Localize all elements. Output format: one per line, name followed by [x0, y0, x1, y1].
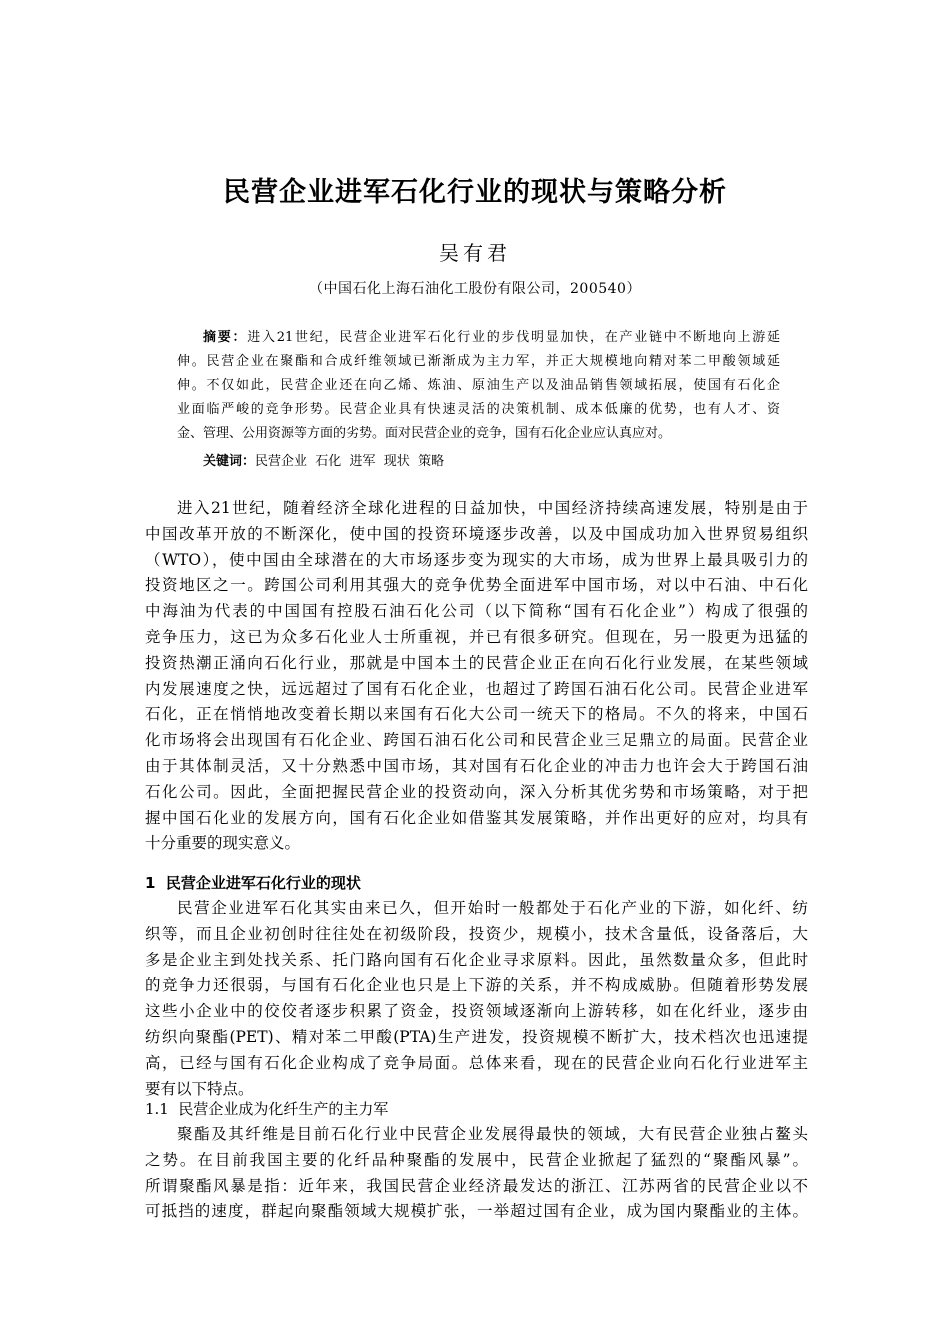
keywords-line — [203, 450, 444, 474]
author-affiliation: （中国石化上海石油化工股份有限公司，200540） — [309, 281, 641, 297]
abstract-line: 业面临严峻的竞争形势。民营企业具有快速灵活的决策机制、成本低廉的优势，也有人才、资 — [177, 402, 780, 417]
keywords-text: 民营企业 石化 进军 现状 策略 — [255, 454, 445, 469]
section1-paragraph — [145, 896, 808, 1102]
intro-line: 竞争压力，这已为众多石化业人士所重视，并已有很多研究。但现在，另一股更为迅猛的 — [145, 627, 808, 646]
intro-line: 石化公司。因此，全面把握民营企业的投资动向，深入分析其优劣势和市场策略，对于把 — [145, 782, 808, 801]
author-name: 吴有君 — [439, 241, 511, 265]
abstract-line: 伸。民营企业在聚酯和合成纤维领域已渐渐成为主力军，并正大规模地向精对苯二甲酸领域延 — [177, 354, 780, 369]
intro-line: 化市场将会出现国有石化企业、跨国石油石化公司和民营企业三足鼎立的局面。民营企业 — [145, 731, 808, 750]
intro-line: 由于其体制灵活，又十分熟悉中国市场，其对国有石化企业的冲击力也许会大于跨国石油 — [145, 756, 808, 775]
abstract-block — [177, 326, 780, 446]
keywords-label: 关键词： — [203, 454, 256, 469]
subsection-line: 聚酯及其纤维是目前石化行业中民营企业发展得最快的领域，大有民营企业独占鳌头 — [177, 1125, 808, 1143]
paper-title: 民营企业进军石化行业的现状与策略分析 — [223, 177, 727, 208]
abstract-line: 金、管理、公用资源等方面的劣势。面对民营企业的竞争，国有石化企业应认真应对。 — [177, 426, 672, 441]
intro-line: 投资地区之一。跨国公司利用其强大的竞争优势全面进军中国市场，对以中石油、中石化 — [145, 576, 808, 595]
intro-line: 十分重要的现实意义。 — [145, 834, 301, 853]
intro-line: 内发展速度之快，远远超过了国有石化企业，也超过了跨国石油石化公司。民营企业进军 — [145, 679, 808, 698]
abstract-label: 摘要： — [203, 330, 248, 345]
section1-line: 多是企业主到处找关系、托门路向国有石化企业寻求原料。因此，虽然数量众多，但此时 — [145, 950, 808, 969]
section-heading: 1 民营企业进军石化行业的现状 — [145, 874, 361, 892]
abstract-line: 摘要：进入21世纪，民营企业进军石化行业的步伐明显加快，在产业链中不断地向上游延 — [203, 330, 780, 345]
section1-line: 的竞争力还很弱，与国有石化企业也只是上下游的关系，并不构成威胁。但随着形势发展 — [145, 976, 808, 995]
subsection-heading: 1.1 民营企业成为化纤生产的主力军 — [145, 1100, 389, 1118]
intro-line: 握中国石化业的发展方向，国有石化企业如借鉴其发展策略，并作出更好的应对，均具有 — [145, 808, 808, 827]
intro-line: 投资热潮正涌向石化行业，那就是中国本土的民营企业正在向石化行业发展，在某些领域 — [145, 653, 808, 672]
intro-paragraph — [145, 496, 808, 857]
section1-line: 织等，而且企业初创时往往处在初级阶段，投资少，规模小，技术含量低，设备落后，大 — [145, 924, 808, 943]
section1-line: 这些小企业中的佼佼者逐步积累了资金，投资领域逐渐向上游转移，如在化纤业，逐步由 — [145, 1002, 808, 1021]
subsection-line: 之势。在目前我国主要的化纤品种聚酯的发展中，民营企业掀起了猛烈的“聚酯风暴”。 — [145, 1150, 808, 1169]
intro-line: 中国改革开放的不断深化，使中国的投资环境逐步改善，以及中国成功加入世界贸易组织 — [145, 524, 808, 543]
intro-line: 中海油为代表的中国国有控股石油石化公司（以下简称“国有石化企业”）构成了很强的 — [145, 602, 808, 621]
abstract-line: 伸。不仅如此，民营企业还在向乙烯、炼油、原油生产以及油品销售领域拓展，使国有石化企 — [177, 378, 780, 393]
section1-line: 民营企业进军石化其实由来已久，但开始时一般都处于石化产业的下游，如化纤、纺 — [177, 899, 808, 917]
section1-line: 纺织向聚酯(PET)、精对苯二甲酸(PTA)生产进发，投资规模不断扩大，技术档次也迅速提 — [145, 1027, 808, 1046]
section1-line: 要有以下特点。 — [145, 1079, 254, 1098]
section1-line: 高，已经与国有石化企业构成了竞争局面。总体来看，现在的民营企业向石化行业进军主 — [145, 1053, 808, 1072]
subsection-line: 所谓聚酯风暴是指：近年来，我国民营企业经济最发达的浙江、江苏两省的民营企业以不 — [145, 1176, 808, 1195]
subsection-paragraph — [145, 1122, 808, 1225]
intro-line: （WTO），使中国由全球潜在的大市场逐步变为现实的大市场，成为世界上最具吸引力的 — [145, 550, 808, 569]
intro-line: 石化，正在悄悄地改变着长期以来国有石化大公司一统天下的格局。不久的将来，中国石 — [145, 705, 808, 724]
subsection-line: 可抵挡的速度，群起向聚酯领域大规模扩张，一举超过国有企业，成为国内聚酯业的主体。 — [145, 1202, 808, 1221]
intro-line: 进入21世纪，随着经济全球化进程的日益加快，中国经济持续高速发展，特别是由于 — [177, 499, 808, 517]
